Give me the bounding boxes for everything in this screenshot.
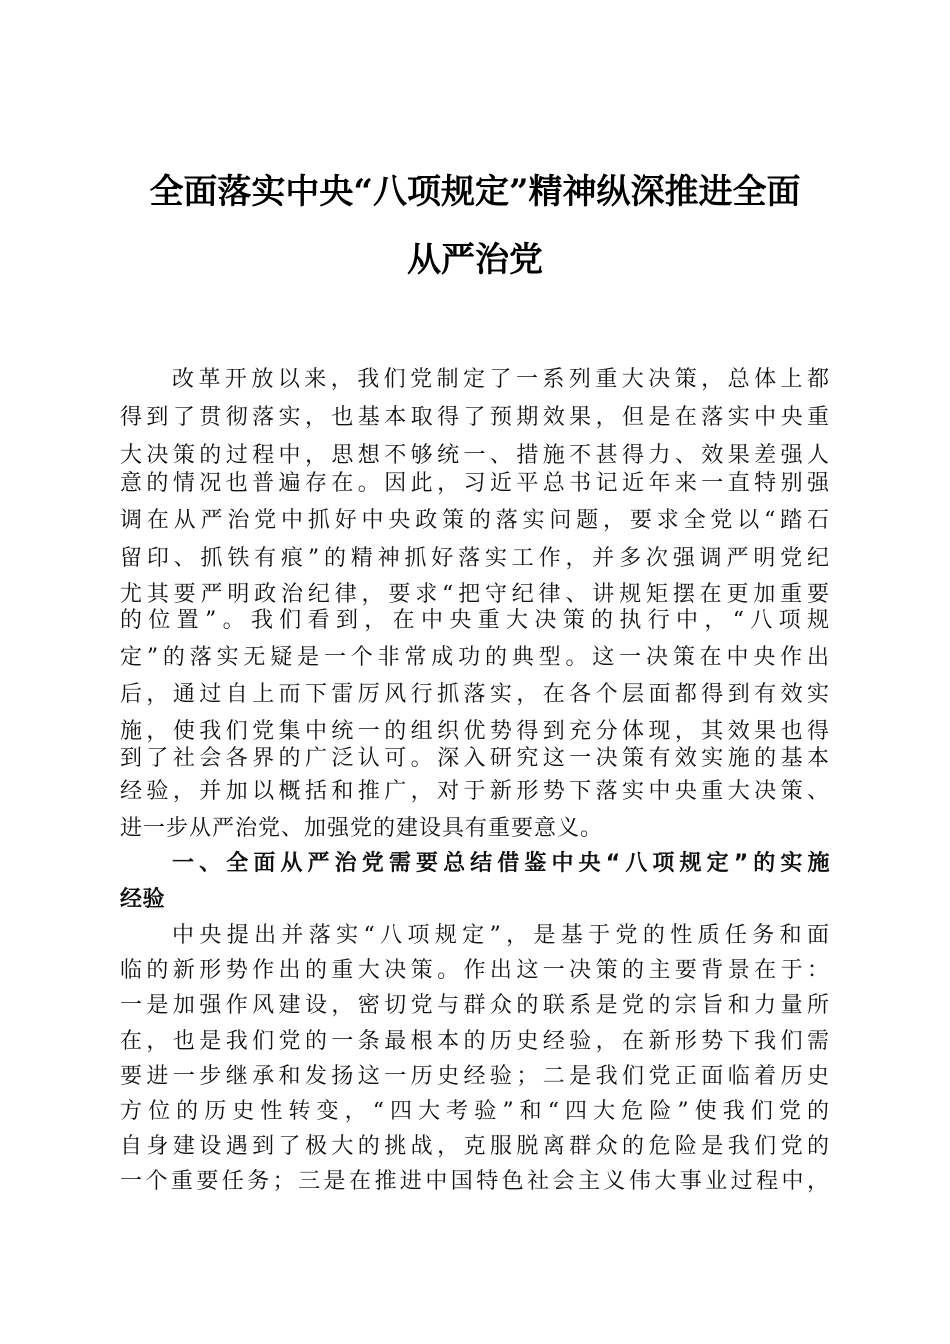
heading-line: 经验 [120,887,166,912]
paragraph-line: 改革开放以来，我们党制定了一系列重大决策，总体上都 [172,367,830,392]
paragraph-line: 在，也是我们党的一条最根本的历史经验，在新形势下我们需 [120,1029,830,1054]
paragraph-line: 尤其要严明政治纪律，要求“把守纪律、讲规矩摆在更加重要 [120,582,830,607]
paragraph-line: 要进一步继承和发扬这一历史经验；二是我们党正面临着历史 [120,1064,830,1089]
paragraph-line: 到了社会各界的广泛认可。深入研究这一决策有效实施的基本 [120,746,830,771]
heading-line: 一、全面从严治党需要总结借鉴中央“八项规定”的实施 [172,851,830,876]
paragraph-line: 意的情况也普遍存在。因此，习近平总书记近年来一直特别强 [120,471,830,496]
document-title-line-1: 全面落实中央“八项规定”精神纵深推进全面 [149,172,801,212]
paragraph-line: 调在从严治党中抓好中央政策的落实问题，要求全党以“踏石 [120,508,830,533]
paragraph-line: 留印、抓铁有痕”的精神抓好落实工作，并多次强调严明党纪 [120,546,830,571]
paragraph-line: 方位的历史性转变，“四大考验”和“四大危险”使我们党的 [120,1099,830,1124]
paragraph-line: 后，通过自上而下雷厉风行抓落实，在各个层面都得到有效实 [120,682,830,707]
paragraph-line: 得到了贯彻落实，也基本取得了预期效果，但是在落实中央重 [120,405,830,430]
paragraph-line: 自身建设遇到了极大的挑战，克服脱离群众的危险是我们党的 [120,1134,830,1159]
paragraph-line: 定”的落实无疑是一个非常成功的典型。这一决策在中央作出 [120,645,830,670]
paragraph-line: 一个重要任务；三是在推进中国特色社会主义伟大事业过程中， [120,1169,830,1194]
paragraph-line: 一是加强作风建设，密切党与群众的联系是党的宗旨和力量所 [120,993,830,1018]
paragraph-line: 中央提出并落实“八项规定”，是基于党的性质任务和面 [172,923,830,948]
paragraph-line: 施，使我们党集中统一的组织优势得到充分体现，其效果也得 [120,719,830,744]
paragraph-line: 经验，并加以概括和推广，对于新形势下落实中央重大决策、 [120,779,830,804]
paragraph-line: 临的新形势作出的重大决策。作出这一决策的主要背景在于： [120,958,830,983]
paragraph-line: 进一步从严治党、加强党的建设具有重要意义。 [120,816,604,841]
paragraph-line: 的位置”。我们看到，在中央重大决策的执行中，“八项规 [120,608,830,633]
document-title-line-2: 从严治党 [407,240,543,280]
paragraph-line: 大决策的过程中，思想不够统一、措施不甚得力、效果差强人 [120,443,830,468]
